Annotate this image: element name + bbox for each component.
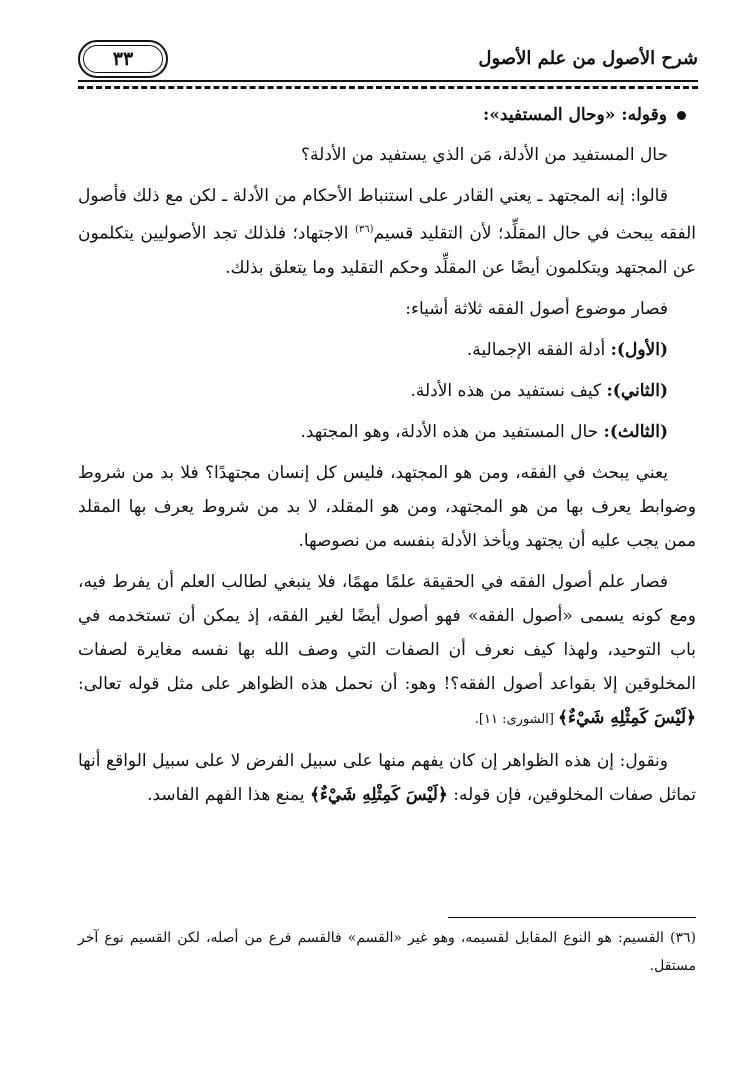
list-item-3-label: (الثالث): [603, 421, 668, 442]
list-item-2-label: (الثاني): [606, 380, 668, 401]
paragraph-2-text-b: الاجتهاد؛ فلذلك تجد الأصوليين يتكلمون عن المجتهد ويتكلمون أيضًا عن المقلِّد وحكم التقليد وما يتعلق بذلك. [78, 223, 696, 278]
list-item-3-text: حال المستفيد من هذه الأدلة، وهو المجتهد. [300, 421, 604, 442]
paragraph-2-text: قالوا: إنه المجتهد ـ يعني القادر على استنباط الأحكام من الأدلة ـ لكن مع ذلك فأصول الفقه يبحث في حال المقلِّد؛ لأن التقليد قسيم [78, 186, 697, 244]
paragraph-5 [78, 565, 696, 737]
footnote-ref: (٣٦) [354, 224, 374, 235]
list-item-3 [78, 415, 696, 449]
bullet-heading [78, 98, 696, 132]
list-item-1-text: أدلة الفقه الإجمالية. [466, 339, 611, 360]
page-header [78, 38, 698, 82]
list-item-2 [78, 374, 696, 408]
header-rule [78, 80, 698, 82]
quran-verse-2: ﴿لَيْسَ كَمِثْلِهِ شَيْءٌ﴾ [309, 784, 448, 805]
page-number-badge [78, 40, 168, 78]
paragraph-6 [78, 744, 696, 812]
bullet-icon [677, 111, 686, 120]
paragraph-6-text: ونقول: إن هذه الظواهر إن كان يفهم منها على سبيل الفرض لا على سبيل الواقع أنها تماثل صفات المخلوقين، فإن قوله: [78, 750, 696, 805]
paragraph-3: فصار موضوع أصول الفقه ثلاثة أشياء: [405, 298, 668, 319]
header-dashed-rule [78, 86, 698, 89]
paragraph-1: حال المستفيد من الأدلة، مَن الذي يستفيد من الأدلة؟ [301, 145, 668, 165]
quran-verse: ﴿لَيْسَ كَمِثْلِهِ شَيْءٌ﴾ [558, 707, 696, 728]
paragraph-6-end: يمنع هذا الفهم الفاسد. [147, 784, 310, 805]
footnote-rule [448, 917, 696, 918]
list-item-1-label: (الأول): [610, 339, 668, 360]
list-item-1 [78, 333, 696, 367]
page-number: ٣٣ [112, 48, 134, 70]
verse-citation: [الشورى: ١١]. [474, 711, 559, 727]
page-body [78, 98, 696, 819]
footnote: (٣٦) القسيم: هو النوع المقابل لقسيمه، وهو غير «القسم» فالقسم فرع من أصله، لكن القسيم نوع آخر مستقل. [78, 930, 696, 974]
book-title: شرح الأصول من علم الأصول [478, 48, 698, 69]
bullet-heading-text: وقوله: «وحال المستفيد»: [483, 105, 667, 125]
list-item-2-text: كيف نستفيد من هذه الأدلة. [410, 380, 607, 401]
paragraph-2 [78, 179, 696, 285]
paragraph-4: يعني يبحث في الفقه، ومن هو المجتهد، فليس كل إنسان مجتهدًا؟ فلا بد من شروط وضوابط يعرف بها من هو المجتهد، ومن هو المقلد، لا بد من شروط يعرف بها المقلد ممن يجب عليه أن يجتهد ويأخذ الأدلة بنفسه من نصوصها. [78, 462, 696, 551]
paragraph-5-text: فصار علم أصول الفقه في الحقيقة علمًا مهمًا، فلا ينبغي لطالب العلم أن يفرط فيه، ومع كونه يسمى «أصول الفقه» فهو أصول أيضًا لغير الفقه، إذ يمكن أن تستخدمه في باب التوحيد، ولهذا كيف نعرف أن الصفات التي وصف الله بها نفسه مغايرة لصفات المخلوقين إلا بقواعد أصول الفقه؟! وهو: أن نحمل هذه الظواهر على مثل قوله تعالى: [78, 571, 696, 694]
